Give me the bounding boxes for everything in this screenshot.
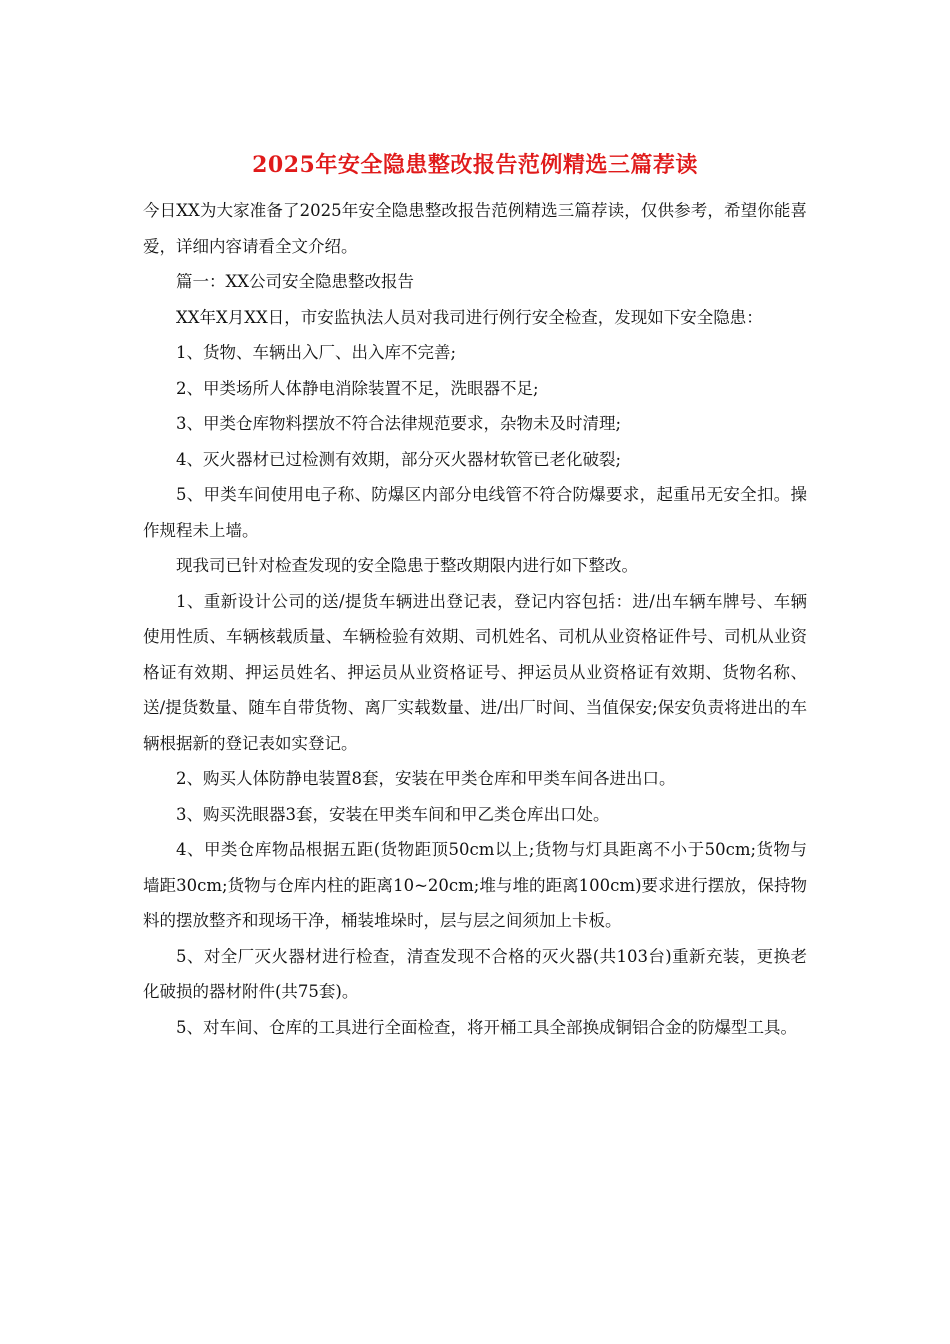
paragraph: 篇一：XX公司安全隐患整改报告 xyxy=(176,272,414,291)
paragraph: 现我司已针对检查发现的安全隐患于整改期限内进行如下整改。 xyxy=(176,556,638,575)
paragraph: 2、购买人体防静电装置8套，安装在甲类仓库和甲类车间各进出口。 xyxy=(176,769,676,788)
paragraph: 5、对车间、仓库的工具进行全面检查，将开桶工具全部换成铜铝合金的防爆型工具。 xyxy=(176,1017,797,1037)
paragraph: 4、灭火器材已过检测有效期，部分灭火器材软管已老化破裂; xyxy=(176,449,622,469)
paragraph: 4、甲类仓库物品根据五距(货物距顶50cm以上;货物与灯具距离不小于50cm;货物与墙距30cm;货物与仓库内柱的距离10~20cm;堆与堆的距离100cm)要求进行摆放，保持物料的摆放整齐和现场干净，桶装堆垛时，层与层之间须加上卡板。 xyxy=(143,840,807,930)
paragraph: 5、对全厂灭火器材进行检查，清查发现不合格的灭火器(共103台)重新充装，更换老化破损的器材附件(共75套)。 xyxy=(143,946,807,1001)
paragraph: 1、重新设计公司的送/提货车辆进出登记表，登记内容包括：进/出车辆车牌号、车辆使用性质、车辆核载质量、车辆检验有效期、司机姓名、司机从业资格证件号、司机从业资格证有效期、押运员姓名、押运员从业资格证号、押运员从业资格证有效期、货物名称、送/提货数量、随车自带货物、离厂实载数量、进/出厂时间、当值保安;保安负责将进出的车辆根据新的登记表如实登记。 xyxy=(143,591,807,753)
document-title: 2025年安全隐患整改报告范例精选三篇荐读 xyxy=(252,152,698,178)
paragraph: 5、甲类车间使用电子称、防爆区内部分电线管不符合防爆要求，起重吊无安全扣。操作规程未上墙。 xyxy=(143,485,807,540)
paragraph: 3、甲类仓库物料摆放不符合法律规范要求，杂物未及时清理; xyxy=(176,414,622,433)
paragraph: 2、甲类场所人体静电消除装置不足，洗眼器不足; xyxy=(176,378,539,398)
document-body xyxy=(143,193,807,1045)
paragraph: 3、购买洗眼器3套，安装在甲类车间和甲乙类仓库出口处。 xyxy=(176,804,610,824)
paragraph: XX年X月XX日，市安监执法人员对我司进行例行安全检查，发现如下安全隐患： xyxy=(176,307,763,327)
paragraph: 今日XX为大家准备了2025年安全隐患整改报告范例精选三篇荐读，仅供参考，希望你能喜爱，详细内容请看全文介绍。 xyxy=(143,201,807,256)
paragraph: 1、货物、车辆出入厂、出入库不完善; xyxy=(176,343,457,362)
